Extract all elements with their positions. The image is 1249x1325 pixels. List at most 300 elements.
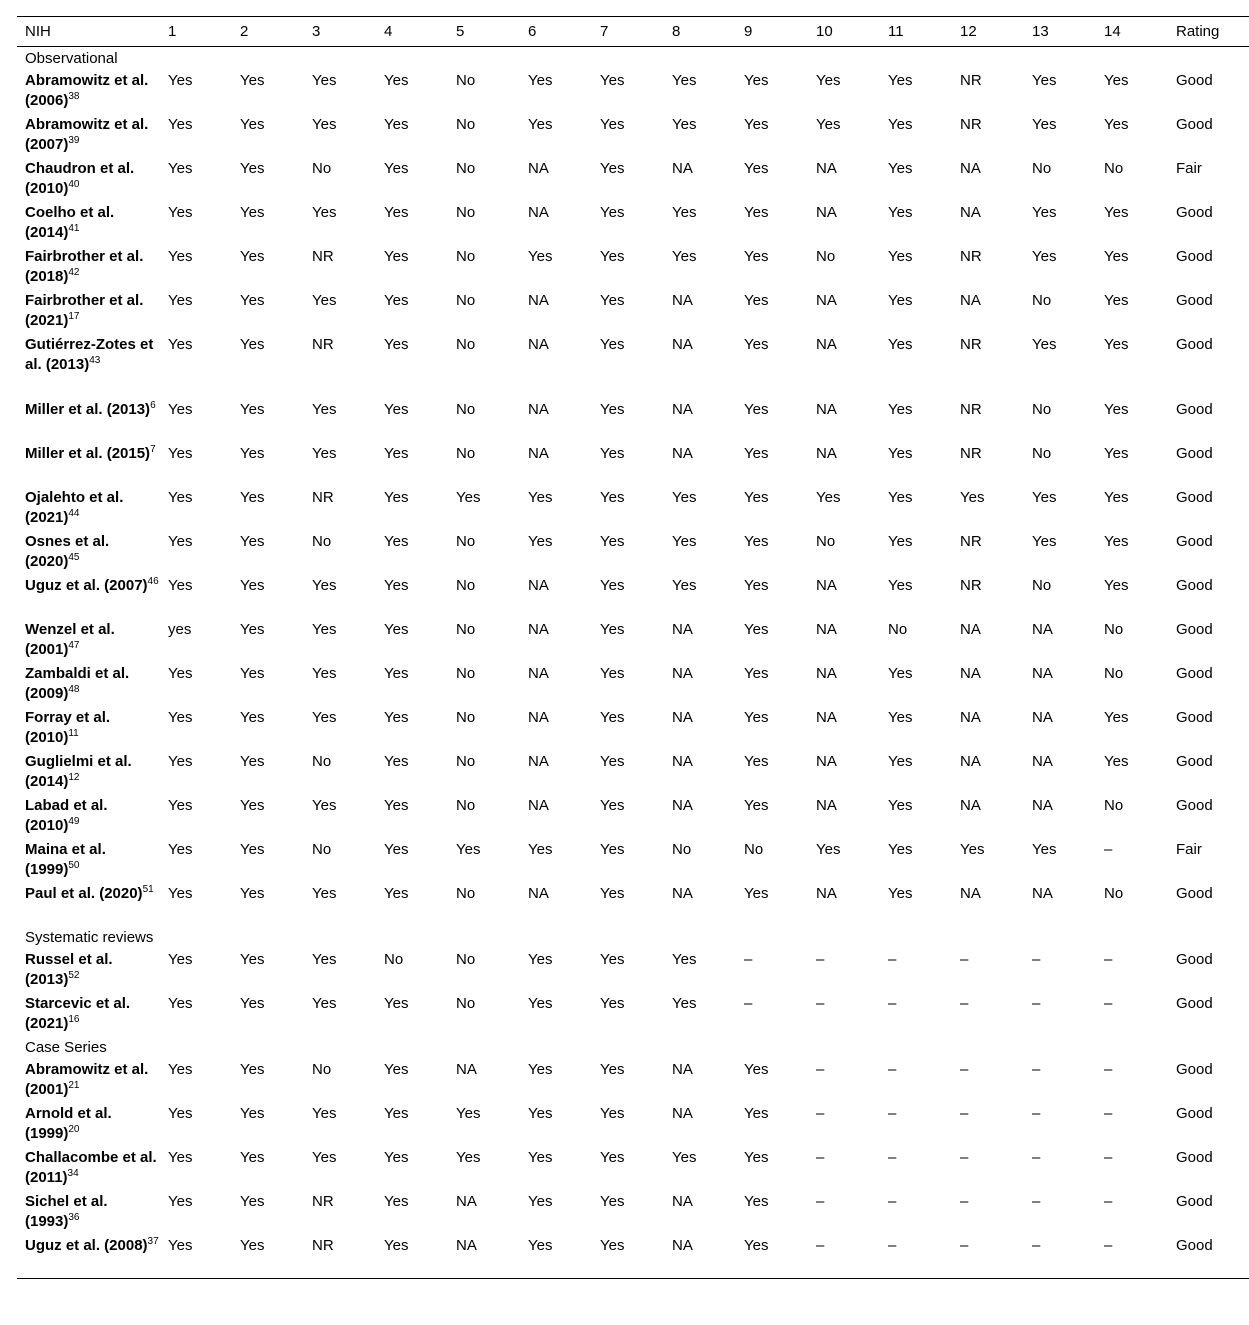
criterion-cell: – — [960, 1237, 969, 1254]
header-criterion-10: 10 — [816, 22, 833, 40]
reference-number: 47 — [68, 640, 80, 651]
criterion-cell: No — [456, 116, 476, 133]
criterion-cell: No — [456, 621, 476, 638]
criterion-cell: NA — [528, 577, 549, 594]
table-row — [17, 442, 1249, 486]
criterion-cell: Yes — [168, 753, 193, 770]
table-row — [17, 618, 1249, 662]
rating-cell: Good — [1176, 336, 1213, 353]
study-cell — [17, 882, 160, 926]
criterion-cell: NA — [528, 204, 549, 221]
table-row — [17, 706, 1249, 750]
criterion-cell: NR — [960, 72, 982, 89]
criterion-cell: NA — [528, 445, 549, 462]
study-cell — [17, 113, 160, 157]
criterion-cell: Yes — [600, 995, 625, 1012]
criterion-cell: Yes — [1104, 116, 1129, 133]
criterion-cell: No — [1032, 292, 1052, 309]
criterion-cell: Yes — [600, 1105, 625, 1122]
study-name: Osnes et al. (2020) — [25, 533, 110, 570]
criterion-cell: Yes — [600, 753, 625, 770]
criterion-cell: NA — [960, 292, 981, 309]
reference-number: 45 — [68, 552, 80, 563]
rating-cell: Good — [1176, 489, 1213, 506]
study-cell — [17, 245, 160, 289]
criterion-cell: Yes — [1104, 577, 1129, 594]
criterion-cell: Yes — [600, 292, 625, 309]
rating-cell: Fair — [1176, 841, 1202, 858]
study-cell — [17, 1058, 160, 1102]
criterion-cell: Yes — [240, 841, 265, 858]
header-criterion-2: 2 — [240, 22, 249, 40]
criterion-cell: NA — [672, 292, 693, 309]
criterion-cell: Yes — [168, 885, 193, 902]
criterion-cell: Yes — [240, 709, 265, 726]
criterion-cell: Yes — [600, 72, 625, 89]
criterion-cell: NR — [960, 336, 982, 353]
criterion-cell: yes — [168, 621, 192, 638]
quality-rating-table — [17, 16, 1249, 1279]
study-cell — [17, 574, 160, 618]
study-cell — [17, 486, 160, 530]
criterion-cell: Yes — [960, 489, 985, 506]
rating-cell: Good — [1176, 204, 1213, 221]
table-row — [17, 882, 1249, 926]
criterion-cell: Yes — [672, 248, 697, 265]
criterion-cell: Yes — [240, 885, 265, 902]
header-criterion-7: 7 — [600, 22, 609, 40]
criterion-cell: NR — [312, 248, 334, 265]
criterion-cell: Yes — [384, 1149, 409, 1166]
criterion-cell: NA — [960, 160, 981, 177]
section-label: Systematic reviews — [25, 929, 154, 946]
rating-cell: Good — [1176, 1061, 1213, 1078]
criterion-cell: Yes — [744, 336, 769, 353]
criterion-cell: Yes — [312, 204, 337, 221]
reference-number: 36 — [68, 1212, 80, 1223]
criterion-cell: No — [384, 951, 404, 968]
reference-number: 49 — [68, 816, 80, 827]
criterion-cell: NA — [960, 665, 981, 682]
criterion-cell: Yes — [312, 577, 337, 594]
criterion-cell: NA — [528, 621, 549, 638]
criterion-cell: Yes — [312, 621, 337, 638]
reference-number: 42 — [68, 267, 80, 278]
rating-cell: Good — [1176, 753, 1213, 770]
table-row — [17, 794, 1249, 838]
study-cell — [17, 618, 160, 662]
criterion-cell: NA — [528, 709, 549, 726]
criterion-cell: Yes — [600, 336, 625, 353]
criterion-cell: NA — [816, 885, 837, 902]
rating-cell: Good — [1176, 292, 1213, 309]
criterion-cell: Yes — [600, 621, 625, 638]
criterion-cell: Yes — [744, 709, 769, 726]
study-name: Ojalehto et al. (2021) — [25, 489, 124, 526]
criterion-cell: Yes — [168, 160, 193, 177]
criterion-cell: NA — [456, 1237, 477, 1254]
criterion-cell: Yes — [528, 72, 553, 89]
criterion-cell: Yes — [528, 1237, 553, 1254]
criterion-cell: NA — [816, 160, 837, 177]
criterion-cell: Yes — [384, 753, 409, 770]
criterion-cell: NA — [528, 292, 549, 309]
criterion-cell: Yes — [384, 995, 409, 1012]
criterion-cell: – — [816, 1193, 825, 1210]
criterion-cell: NA — [1032, 665, 1053, 682]
criterion-cell: Yes — [168, 533, 193, 550]
criterion-cell: Yes — [168, 1193, 193, 1210]
study-name: Labad et al. (2010) — [25, 797, 108, 834]
rating-cell: Good — [1176, 401, 1213, 418]
criterion-cell: Yes — [168, 797, 193, 814]
table-row — [17, 333, 1249, 398]
criterion-cell: Yes — [168, 1105, 193, 1122]
header-criterion-13: 13 — [1032, 22, 1049, 40]
criterion-cell: Yes — [744, 292, 769, 309]
criterion-cell: Yes — [240, 1061, 265, 1078]
criterion-cell: Yes — [528, 951, 553, 968]
criterion-cell: No — [312, 1061, 332, 1078]
criterion-cell: NA — [960, 709, 981, 726]
criterion-cell: NA — [816, 665, 837, 682]
study-name: Arnold et al. (1999) — [25, 1105, 112, 1142]
criterion-cell: Yes — [816, 72, 841, 89]
reference-number: 40 — [68, 179, 80, 190]
criterion-cell: – — [1032, 1149, 1041, 1166]
criterion-cell: No — [456, 401, 476, 418]
criterion-cell: – — [960, 1149, 969, 1166]
table-row — [17, 69, 1249, 113]
criterion-cell: Yes — [168, 116, 193, 133]
criterion-cell: – — [1032, 1237, 1041, 1254]
reference-number: 44 — [68, 508, 80, 519]
criterion-cell: Yes — [384, 489, 409, 506]
study-name: Challacombe et al. (2011) — [25, 1149, 157, 1186]
criterion-cell: Yes — [744, 1105, 769, 1122]
criterion-cell: Yes — [384, 1105, 409, 1122]
rating-cell: Good — [1176, 709, 1213, 726]
criterion-cell: Yes — [600, 401, 625, 418]
criterion-cell: Yes — [672, 951, 697, 968]
study-cell — [17, 750, 160, 794]
table-header — [17, 17, 1249, 47]
header-criterion-9: 9 — [744, 22, 753, 40]
criterion-cell: Yes — [528, 248, 553, 265]
study-name: Zambaldi et al. (2009) — [25, 665, 130, 702]
criterion-cell: Yes — [528, 489, 553, 506]
criterion-cell: NR — [960, 248, 982, 265]
criterion-cell: No — [456, 445, 476, 462]
reference-number: 46 — [147, 576, 159, 587]
criterion-cell: No — [312, 533, 332, 550]
table-row — [17, 157, 1249, 201]
rating-cell: Good — [1176, 1237, 1213, 1254]
criterion-cell: Yes — [240, 621, 265, 638]
criterion-cell: Yes — [672, 116, 697, 133]
header-criterion-6: 6 — [528, 22, 537, 40]
criterion-cell: Yes — [168, 336, 193, 353]
criterion-cell: Yes — [240, 292, 265, 309]
criterion-cell: Yes — [888, 116, 913, 133]
criterion-cell: NA — [816, 577, 837, 594]
study-cell — [17, 398, 160, 442]
criterion-cell: – — [888, 1193, 897, 1210]
criterion-cell: Yes — [168, 1061, 193, 1078]
table-row — [17, 1102, 1249, 1146]
criterion-cell: Yes — [744, 1061, 769, 1078]
criterion-cell: Yes — [528, 1105, 553, 1122]
criterion-cell: Yes — [1104, 753, 1129, 770]
study-cell — [17, 838, 160, 882]
criterion-cell: Yes — [528, 1193, 553, 1210]
table-row — [17, 662, 1249, 706]
criterion-cell: NA — [672, 665, 693, 682]
reference-number: 37 — [147, 1236, 159, 1247]
criterion-cell: – — [816, 951, 825, 968]
criterion-cell: Yes — [744, 204, 769, 221]
criterion-cell: – — [816, 1237, 825, 1254]
criterion-cell: Yes — [168, 248, 193, 265]
criterion-cell: Yes — [240, 1149, 265, 1166]
criterion-cell: No — [456, 709, 476, 726]
criterion-cell: Yes — [384, 709, 409, 726]
reference-number: 17 — [68, 311, 80, 322]
criterion-cell: Yes — [240, 1237, 265, 1254]
criterion-cell: No — [456, 248, 476, 265]
criterion-cell: Yes — [168, 665, 193, 682]
criterion-cell: – — [960, 1193, 969, 1210]
criterion-cell: Yes — [744, 445, 769, 462]
table-row — [17, 486, 1249, 530]
criterion-cell: NA — [672, 445, 693, 462]
reference-number: 34 — [67, 1168, 79, 1179]
criterion-cell: NA — [672, 1061, 693, 1078]
criterion-cell: NA — [816, 204, 837, 221]
criterion-cell: Yes — [384, 885, 409, 902]
study-cell — [17, 794, 160, 838]
criterion-cell: Yes — [1032, 336, 1057, 353]
criterion-cell: Yes — [240, 336, 265, 353]
criterion-cell: Yes — [744, 248, 769, 265]
criterion-cell: NA — [528, 160, 549, 177]
criterion-cell: No — [672, 841, 692, 858]
reference-number: 12 — [68, 772, 80, 783]
criterion-cell: Yes — [168, 709, 193, 726]
criterion-cell: Yes — [888, 489, 913, 506]
reference-number: 6 — [150, 400, 156, 411]
rating-cell: Good — [1176, 665, 1213, 682]
rating-cell: Good — [1176, 533, 1213, 550]
criterion-cell: – — [1032, 1193, 1041, 1210]
criterion-cell: Yes — [312, 951, 337, 968]
table-row — [17, 1190, 1249, 1234]
study-cell — [17, 1146, 160, 1190]
criterion-cell: NA — [816, 753, 837, 770]
criterion-cell: NA — [1032, 621, 1053, 638]
criterion-cell: Yes — [528, 533, 553, 550]
criterion-cell: Yes — [816, 489, 841, 506]
criterion-cell: No — [312, 160, 332, 177]
criterion-cell: – — [960, 1105, 969, 1122]
criterion-cell: NA — [672, 401, 693, 418]
criterion-cell: Yes — [672, 577, 697, 594]
criterion-cell: Yes — [528, 1149, 553, 1166]
criterion-cell: Yes — [1032, 204, 1057, 221]
rating-cell: Good — [1176, 72, 1213, 89]
criterion-cell: NA — [528, 665, 549, 682]
criterion-cell: Yes — [384, 204, 409, 221]
criterion-cell: Yes — [384, 665, 409, 682]
criterion-cell: Yes — [456, 841, 481, 858]
study-name: Guglielmi et al. (2014) — [25, 753, 132, 790]
header-criterion-8: 8 — [672, 22, 681, 40]
criterion-cell: NR — [960, 445, 982, 462]
criterion-cell: Yes — [1104, 336, 1129, 353]
section-row — [17, 926, 1249, 948]
header-criterion-12: 12 — [960, 22, 977, 40]
criterion-cell: Yes — [168, 489, 193, 506]
criterion-cell: – — [1104, 995, 1113, 1012]
criterion-cell: No — [744, 841, 764, 858]
criterion-cell: NA — [960, 797, 981, 814]
rating-cell: Good — [1176, 445, 1213, 462]
study-cell — [17, 706, 160, 750]
criterion-cell: Yes — [600, 204, 625, 221]
criterion-cell: Yes — [240, 951, 265, 968]
criterion-cell: No — [456, 885, 476, 902]
criterion-cell: Yes — [312, 1149, 337, 1166]
criterion-cell: No — [456, 577, 476, 594]
criterion-cell: – — [1104, 1237, 1113, 1254]
criterion-cell: Yes — [168, 72, 193, 89]
criterion-cell: Yes — [384, 336, 409, 353]
study-name: Wenzel et al. (2001) — [25, 621, 115, 658]
criterion-cell: Yes — [600, 533, 625, 550]
criterion-cell: NA — [672, 709, 693, 726]
criterion-cell: – — [1104, 1061, 1113, 1078]
criterion-cell: – — [1104, 951, 1113, 968]
criterion-cell: – — [1104, 1105, 1113, 1122]
criterion-cell: Yes — [384, 841, 409, 858]
header-criterion-5: 5 — [456, 22, 465, 40]
criterion-cell: – — [1104, 1149, 1113, 1166]
criterion-cell: Yes — [600, 665, 625, 682]
criterion-cell: NA — [960, 204, 981, 221]
criterion-cell: Yes — [240, 533, 265, 550]
criterion-cell: – — [816, 1061, 825, 1078]
criterion-cell: Yes — [1104, 401, 1129, 418]
criterion-cell: NA — [672, 885, 693, 902]
criterion-cell: Yes — [600, 1149, 625, 1166]
criterion-cell: Yes — [240, 401, 265, 418]
criterion-cell: No — [1104, 160, 1124, 177]
criterion-cell: NR — [312, 336, 334, 353]
reference-number: 51 — [142, 884, 154, 895]
criterion-cell: Yes — [744, 489, 769, 506]
rating-cell: Good — [1176, 248, 1213, 265]
criterion-cell: – — [816, 995, 825, 1012]
section-label: Observational — [25, 50, 118, 67]
criterion-cell: No — [816, 533, 836, 550]
criterion-cell: NA — [1032, 709, 1053, 726]
study-name: Forray et al. (2010) — [25, 709, 111, 746]
criterion-cell: No — [312, 753, 332, 770]
criterion-cell: Yes — [384, 1061, 409, 1078]
criterion-cell: No — [456, 665, 476, 682]
table-row — [17, 201, 1249, 245]
study-name: Uguz et al. (2008) — [25, 1237, 148, 1254]
criterion-cell: NA — [1032, 797, 1053, 814]
criterion-cell: Yes — [384, 72, 409, 89]
criterion-cell: Yes — [600, 1193, 625, 1210]
rating-cell: Good — [1176, 1149, 1213, 1166]
criterion-cell: Yes — [744, 797, 769, 814]
criterion-cell: Yes — [240, 204, 265, 221]
criterion-cell: Yes — [672, 995, 697, 1012]
table-row — [17, 1234, 1249, 1279]
criterion-cell: No — [456, 533, 476, 550]
criterion-cell: NA — [456, 1193, 477, 1210]
criterion-cell: Yes — [384, 577, 409, 594]
table-row — [17, 113, 1249, 157]
criterion-cell: Yes — [168, 401, 193, 418]
criterion-cell: Yes — [744, 116, 769, 133]
study-name: Abramowitz et al. (2007) — [25, 116, 149, 153]
table-row — [17, 574, 1249, 618]
criterion-cell: Yes — [888, 885, 913, 902]
criterion-cell: Yes — [168, 292, 193, 309]
criterion-cell: NA — [672, 1193, 693, 1210]
criterion-cell: Yes — [816, 841, 841, 858]
criterion-cell: Yes — [240, 995, 265, 1012]
criterion-cell: Yes — [888, 445, 913, 462]
criterion-cell: Yes — [240, 116, 265, 133]
header-criterion-4: 4 — [384, 22, 393, 40]
study-cell — [17, 530, 160, 574]
criterion-cell: NA — [816, 401, 837, 418]
criterion-cell: Yes — [168, 577, 193, 594]
criterion-cell: Yes — [888, 665, 913, 682]
criterion-cell: – — [888, 1105, 897, 1122]
criterion-cell: – — [888, 1061, 897, 1078]
criterion-cell: – — [960, 995, 969, 1012]
criterion-cell: Yes — [744, 1149, 769, 1166]
criterion-cell: No — [456, 160, 476, 177]
criterion-cell: Yes — [888, 709, 913, 726]
criterion-cell: NA — [816, 336, 837, 353]
rating-cell: Good — [1176, 621, 1213, 638]
study-name: Miller et al. (2015) — [25, 445, 151, 462]
criterion-cell: Yes — [600, 841, 625, 858]
criterion-cell: Yes — [600, 885, 625, 902]
criterion-cell: Yes — [168, 1237, 193, 1254]
criterion-cell: NA — [672, 1105, 693, 1122]
study-name: Abramowitz et al. (2001) — [25, 1061, 149, 1098]
study-name: Chaudron et al. (2010) — [25, 160, 135, 197]
criterion-cell: Yes — [528, 995, 553, 1012]
study-name: Uguz et al. (2007) — [25, 577, 148, 594]
criterion-cell: Yes — [1104, 248, 1129, 265]
reference-number: 41 — [68, 223, 80, 234]
criterion-cell: Yes — [600, 445, 625, 462]
table-body — [17, 47, 1249, 1279]
study-cell — [17, 992, 160, 1036]
criterion-cell: – — [744, 995, 753, 1012]
criterion-cell: NA — [528, 753, 549, 770]
criterion-cell: – — [888, 1149, 897, 1166]
criterion-cell: Yes — [672, 72, 697, 89]
